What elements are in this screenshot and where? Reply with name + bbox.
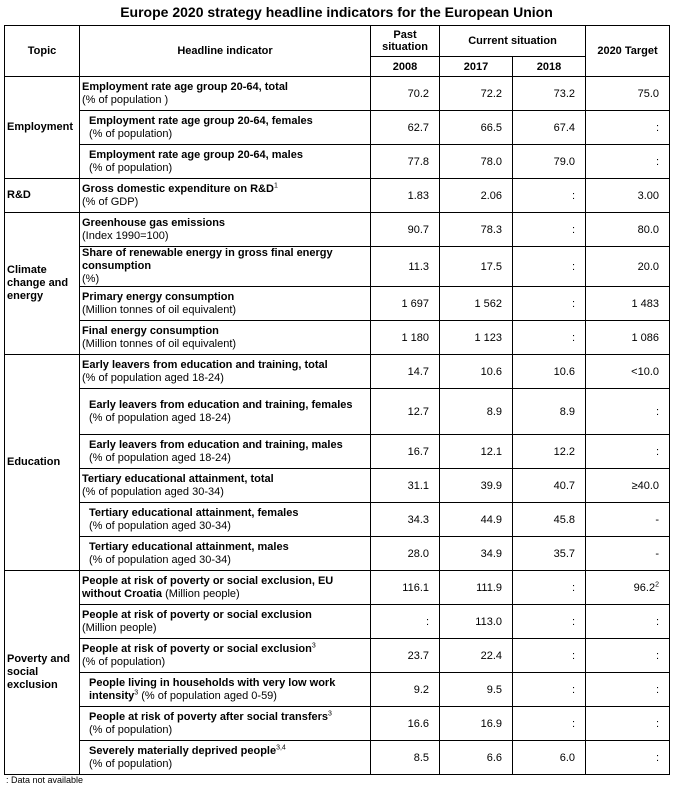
indicator-name: Employment rate age group 20-64, males	[89, 148, 303, 161]
indicator-name: People at risk of poverty or social exclusion	[82, 608, 312, 621]
indicator-unit: (% of population aged 0-59)	[141, 689, 277, 702]
value-2017: 2.06	[440, 179, 513, 213]
value-2018: :	[513, 287, 586, 321]
table-row	[5, 321, 670, 355]
footnote-ref: 3	[311, 641, 316, 649]
value-2008: 1 697	[371, 287, 440, 321]
value-2017: 1 123	[440, 321, 513, 355]
target-value: 1 086	[631, 331, 659, 344]
value-2018: :	[513, 707, 586, 741]
target-value: 80.0	[637, 223, 659, 236]
indicator-unit: (% of population aged 18-24)	[89, 451, 231, 464]
value-2017: 10.6	[440, 355, 513, 389]
indicator-cell	[80, 673, 371, 707]
indicator-unit: (Million people)	[165, 587, 240, 600]
table-row	[5, 707, 670, 741]
indicator-name: Final energy consumption	[82, 324, 219, 337]
value-2017: 9.5	[440, 673, 513, 707]
indicator-name: Early leavers from education and training, total	[82, 358, 328, 371]
topic-cell: Education	[5, 355, 80, 571]
value-2017: 113.0	[440, 605, 513, 639]
topic-cell: Poverty and social exclusion	[5, 571, 80, 775]
value-target	[586, 707, 670, 741]
value-2008: 116.1	[371, 571, 440, 605]
footnote: : Data not available	[6, 775, 84, 785]
value-target	[586, 179, 670, 213]
value-2017: 39.9	[440, 469, 513, 503]
indicator-unit: (% of population aged 18-24)	[89, 411, 231, 424]
table-row	[5, 111, 670, 145]
indicator-unit: (% of population aged 30-34)	[89, 519, 231, 532]
value-2008: 90.7	[371, 213, 440, 247]
table-row	[5, 673, 670, 707]
indicator-unit: (% of population)	[89, 127, 173, 140]
indicator-cell	[80, 213, 371, 247]
target-value: 20.0	[637, 260, 659, 273]
value-2018: :	[513, 571, 586, 605]
target-value: :	[655, 121, 659, 134]
value-2018: 6.0	[513, 741, 586, 775]
value-2018: 12.2	[513, 435, 586, 469]
value-2008: 8.5	[371, 741, 440, 775]
topic-cell: R&D	[5, 179, 80, 213]
indicator-cell	[80, 605, 371, 639]
header-current: Current situation	[440, 26, 586, 57]
indicator-cell	[80, 707, 371, 741]
value-2008: 16.6	[371, 707, 440, 741]
value-2018: 35.7	[513, 537, 586, 571]
indicator-name: People living in households with very low work intensity	[89, 676, 336, 702]
value-2008: 14.7	[371, 355, 440, 389]
indicator-unit: (Million people)	[82, 621, 157, 634]
target-value: :	[655, 683, 659, 696]
target-value: ≥40.0	[631, 479, 659, 492]
table-row	[5, 605, 670, 639]
value-2018: 67.4	[513, 111, 586, 145]
value-target	[586, 503, 670, 537]
target-value: :	[655, 155, 659, 168]
value-target	[586, 287, 670, 321]
value-2008: 62.7	[371, 111, 440, 145]
table-row	[5, 741, 670, 775]
value-2008: 11.3	[371, 247, 440, 287]
indicator-name: Primary energy consumption	[82, 290, 235, 303]
indicator-unit: (% of population)	[89, 723, 173, 736]
value-2018: 8.9	[513, 389, 586, 435]
indicator-cell	[80, 111, 371, 145]
indicator-unit: (% of GDP)	[82, 195, 139, 208]
indicator-name: Gross domestic expenditure on R&D	[82, 182, 274, 195]
value-2008: 9.2	[371, 673, 440, 707]
target-value: <10.0	[631, 365, 659, 378]
value-2018: 73.2	[513, 77, 586, 111]
indicator-cell	[80, 77, 371, 111]
indicator-name: Tertiary educational attainment, males	[89, 540, 289, 553]
indicator-name: Severely materially deprived people	[89, 744, 277, 757]
value-2018: :	[513, 321, 586, 355]
header-topic: Topic	[5, 26, 80, 77]
value-target	[586, 247, 670, 287]
value-2008: 28.0	[371, 537, 440, 571]
indicator-unit: (Million tonnes of oil equivalent)	[82, 303, 237, 316]
indicator-name: Tertiary educational attainment, females	[89, 506, 299, 519]
value-target	[586, 321, 670, 355]
value-target	[586, 435, 670, 469]
table-row	[5, 213, 670, 247]
indicator-cell	[80, 741, 371, 775]
value-2017: 78.3	[440, 213, 513, 247]
footnote-ref: 2	[655, 580, 659, 588]
target-value: :	[655, 717, 659, 730]
value-2017: 78.0	[440, 145, 513, 179]
indicator-cell	[80, 537, 371, 571]
value-2018: 45.8	[513, 503, 586, 537]
value-2018: :	[513, 639, 586, 673]
table-row	[5, 469, 670, 503]
value-target	[586, 673, 670, 707]
table-row	[5, 537, 670, 571]
indicator-name: Employment rate age group 20-64, females	[89, 114, 313, 127]
value-target	[586, 111, 670, 145]
value-2017: 8.9	[440, 389, 513, 435]
value-2018: :	[513, 673, 586, 707]
table-row	[5, 639, 670, 673]
indicator-unit: (Million tonnes of oil equivalent)	[82, 337, 237, 350]
value-2017: 12.1	[440, 435, 513, 469]
footnote-ref: 3	[328, 709, 332, 717]
indicator-cell	[80, 639, 371, 673]
target-value: -	[655, 513, 659, 526]
target-value: 96.2	[633, 581, 656, 594]
indicator-unit: (% of population aged 30-34)	[82, 485, 224, 498]
value-target	[586, 605, 670, 639]
indicator-cell	[80, 469, 371, 503]
value-target	[586, 145, 670, 179]
indicator-unit: (% of population)	[89, 161, 173, 174]
value-2017: 1 562	[440, 287, 513, 321]
indicator-cell	[80, 389, 371, 435]
target-value: :	[655, 405, 659, 418]
value-2017: 72.2	[440, 77, 513, 111]
value-2018: :	[513, 179, 586, 213]
value-2008: 70.2	[371, 77, 440, 111]
target-value: 1 483	[631, 297, 659, 310]
table-row	[5, 571, 670, 605]
header-indicator: Headline indicator	[80, 26, 371, 77]
value-2018: 79.0	[513, 145, 586, 179]
table-row	[5, 77, 670, 111]
value-target	[586, 77, 670, 111]
indicator-cell	[80, 503, 371, 537]
indicator-name: Early leavers from education and training, females	[89, 398, 353, 411]
indicator-cell	[80, 355, 371, 389]
footnote-ref: 1	[273, 181, 278, 189]
value-2018: :	[513, 605, 586, 639]
table-row	[5, 145, 670, 179]
value-target	[586, 355, 670, 389]
value-2017: 44.9	[440, 503, 513, 537]
value-target	[586, 639, 670, 673]
value-2008: 16.7	[371, 435, 440, 469]
indicator-unit: (% of population aged 18-24)	[82, 371, 224, 384]
header-year-2017: 2017	[440, 57, 513, 77]
value-2018: 40.7	[513, 469, 586, 503]
indicator-cell	[80, 435, 371, 469]
indicator-cell	[80, 145, 371, 179]
value-target	[586, 537, 670, 571]
table-row	[5, 389, 670, 435]
value-2017: 66.5	[440, 111, 513, 145]
table-row	[5, 435, 670, 469]
indicators-table	[4, 25, 670, 775]
table-row	[5, 355, 670, 389]
indicator-unit: (% of population)	[82, 655, 166, 668]
footnote-ref: 3	[134, 688, 139, 696]
indicator-cell	[80, 247, 371, 287]
table-body	[5, 77, 670, 775]
table-title: Europe 2020 strategy headline indicators for the European Union	[120, 4, 553, 20]
value-2018: 10.6	[513, 355, 586, 389]
value-2017: 22.4	[440, 639, 513, 673]
value-2008: 1 180	[371, 321, 440, 355]
value-2008: 77.8	[371, 145, 440, 179]
value-2017: 17.5	[440, 247, 513, 287]
value-2008: :	[371, 605, 440, 639]
indicator-unit: (% of population)	[89, 757, 173, 770]
indicator-name: Employment rate age group 20-64, total	[82, 80, 288, 93]
target-value: :	[655, 649, 659, 662]
value-2017: 34.9	[440, 537, 513, 571]
header-year-2008: 2008	[371, 57, 440, 77]
target-value: 75.0	[637, 87, 659, 100]
table-row	[5, 179, 670, 213]
value-target	[586, 213, 670, 247]
indicator-cell	[80, 571, 371, 605]
table-row	[5, 247, 670, 287]
value-target	[586, 571, 670, 605]
indicator-unit: (% of population aged 30-34)	[89, 553, 231, 566]
topic-cell: Climate change and energy	[5, 213, 80, 355]
header-year-2018: 2018	[513, 57, 586, 77]
indicator-cell	[80, 287, 371, 321]
value-2008: 34.3	[371, 503, 440, 537]
target-value: :	[655, 615, 659, 628]
value-2017: 6.6	[440, 741, 513, 775]
indicator-cell	[80, 321, 371, 355]
indicator-name: People at risk of poverty or social exclusion, EU without Croatia	[82, 574, 334, 600]
value-2017: 16.9	[440, 707, 513, 741]
value-target	[586, 741, 670, 775]
target-value: :	[655, 751, 659, 764]
value-2008: 12.7	[371, 389, 440, 435]
indicator-name: People at risk of poverty after social transfers	[89, 710, 329, 723]
value-target	[586, 469, 670, 503]
table-row	[5, 287, 670, 321]
header-past: Past situation	[371, 26, 440, 57]
table-row	[5, 503, 670, 537]
topic-cell: Employment	[5, 77, 80, 179]
indicator-cell	[80, 179, 371, 213]
target-value: :	[655, 445, 659, 458]
value-2008: 31.1	[371, 469, 440, 503]
indicator-name: Tertiary educational attainment, total	[82, 472, 274, 485]
indicator-name: Greenhouse gas emissions	[82, 216, 226, 229]
target-value: -	[655, 547, 659, 560]
value-2018: :	[513, 213, 586, 247]
indicator-unit: (%)	[82, 273, 100, 285]
indicator-unit: (Index 1990=100)	[82, 229, 169, 242]
indicator-name: Early leavers from education and training, males	[89, 438, 343, 451]
value-2018: :	[513, 247, 586, 287]
indicator-name: People at risk of poverty or social exclusion	[82, 642, 312, 655]
value-2017: 111.9	[440, 571, 513, 605]
indicator-unit: (% of population )	[82, 93, 169, 106]
value-2008: 23.7	[371, 639, 440, 673]
value-target	[586, 389, 670, 435]
target-value: 3.00	[637, 189, 659, 202]
value-2008: 1.83	[371, 179, 440, 213]
header-target: 2020 Target	[586, 26, 670, 77]
footnote-ref: 3,4	[276, 743, 286, 751]
indicator-name: Share of renewable energy in gross final energy consumption	[82, 247, 333, 272]
